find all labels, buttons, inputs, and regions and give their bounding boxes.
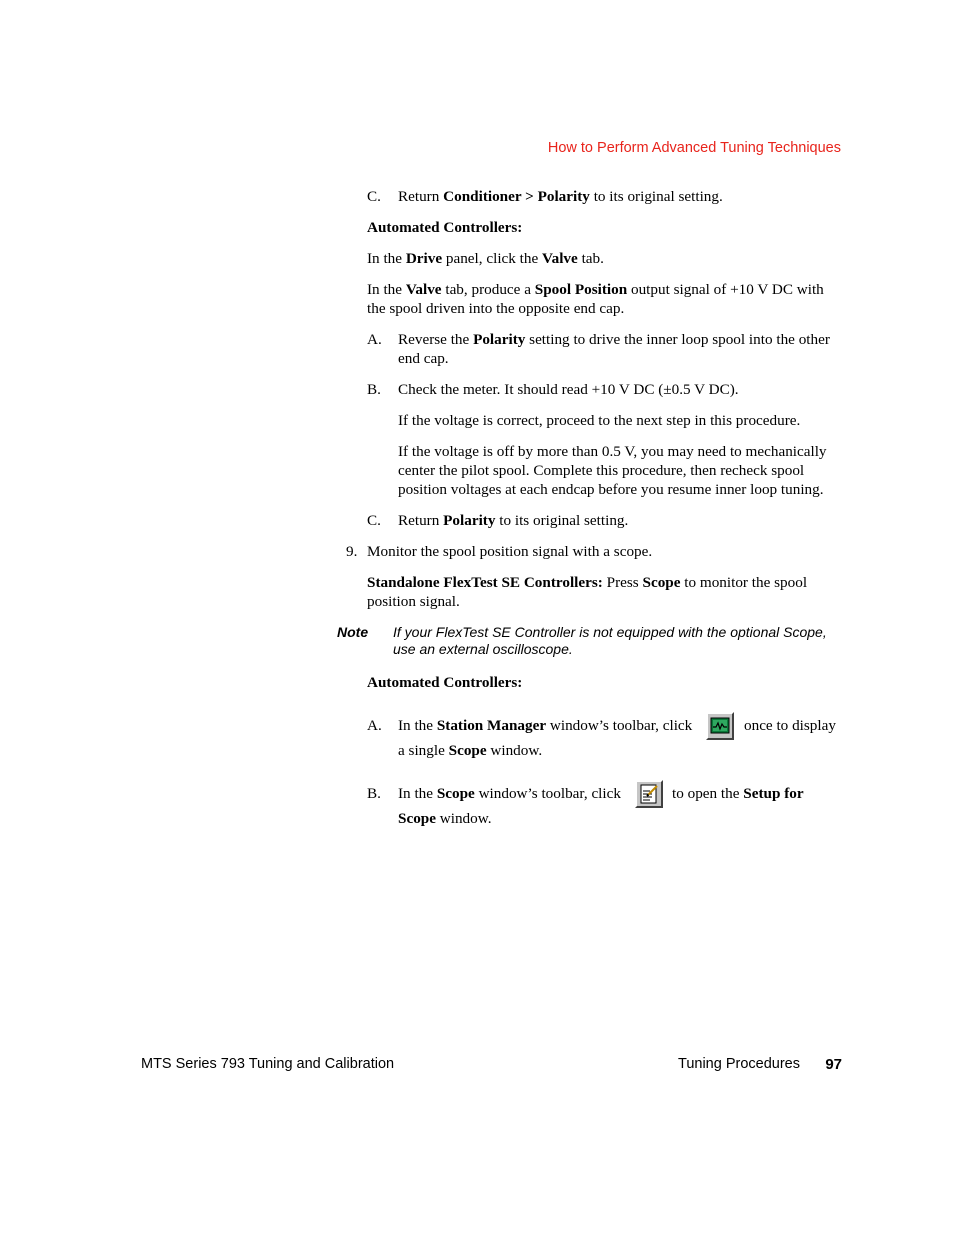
running-head: How to Perform Advanced Tuning Techniques [547, 140, 841, 156]
valve-tab-instruction: In the Valve tab, produce a Spool Position output signal of +10 V DC with the spool driven into the opposite end cap. [367, 281, 824, 317]
step-a2-text-1: In the Station Manager window’s toolbar, click [398, 717, 693, 734]
step-a-label: A. [367, 331, 382, 348]
footer-document-title: MTS Series 793 Tuning and Calibration [141, 1056, 395, 1072]
step-b2-text-2: to open the Setup for [672, 785, 804, 802]
step-b2-label: B. [367, 785, 381, 802]
step-a2-text-3: a single Scope window. [398, 742, 543, 759]
step-c2-text: Return Polarity to its original setting. [398, 512, 629, 529]
scope-setup-button[interactable] [635, 780, 663, 808]
scope-monitor-icon [706, 712, 734, 740]
scope-setup-icon [635, 780, 663, 808]
step-9-text: Monitor the spool position signal with a scope. [367, 543, 653, 560]
drive-panel-instruction: In the Drive panel, click the Valve tab. [367, 250, 604, 267]
step-a2-label: A. [367, 717, 382, 734]
footer-section-title: Tuning Procedures [678, 1056, 800, 1072]
standalone-controllers-text: Standalone FlexTest SE Controllers: Press Scope to monitor the spool position signal. [367, 574, 808, 610]
automated-controllers-heading-2: Automated Controllers: [367, 674, 523, 691]
note-label: Note [337, 624, 369, 640]
automated-controllers-heading: Automated Controllers: [367, 219, 523, 236]
step-9-label: 9. [346, 543, 358, 560]
scope-monitor-button[interactable] [706, 712, 734, 740]
step-c-label: C. [367, 188, 381, 205]
voltage-correct-text: If the voltage is correct, proceed to the next step in this procedure. [398, 412, 801, 429]
voltage-off-text: If the voltage is off by more than 0.5 V, you may need to mechanically center the pilot spool. Complete this procedure, then recheck spool position voltages at each endcap before you resume inner loop tuning. [398, 443, 827, 498]
step-b2-text-3: Scope window. [398, 810, 492, 827]
page-number: 97 [825, 1056, 842, 1073]
step-a2-text-2: once to display [744, 717, 836, 734]
step-b-label: B. [367, 381, 381, 398]
note-text: If your FlexTest SE Controller is not equipped with the optional Scope, use an external oscilloscope. [393, 624, 827, 657]
step-b2-text-1: In the Scope window’s toolbar, click [398, 785, 621, 802]
step-c-text: Return Conditioner > Polarity to its original setting. [398, 188, 723, 205]
step-a-text: Reverse the Polarity setting to drive the inner loop spool into the other end cap. [398, 331, 830, 367]
step-b-text: Check the meter. It should read +10 V DC (±0.5 V DC). [398, 381, 739, 398]
step-c2-label: C. [367, 512, 381, 529]
